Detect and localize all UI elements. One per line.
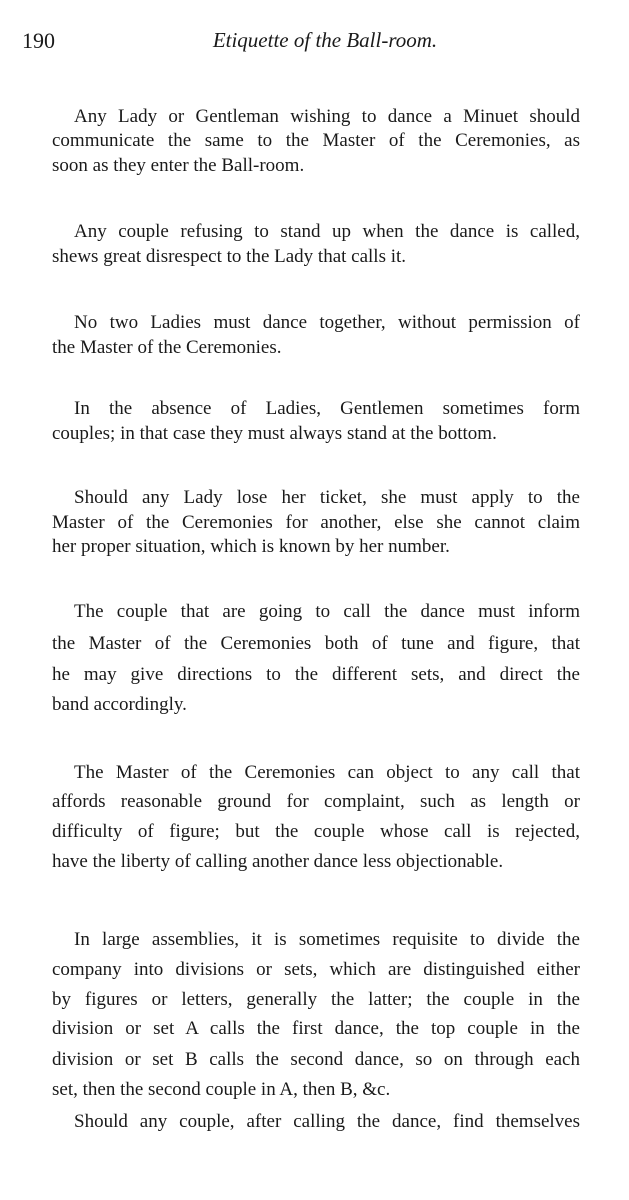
paragraph-line: difficulty of figure; but the couple whose call is rejected,: [52, 821, 580, 842]
paragraph-line: affords reasonable ground for complaint, such as length or: [52, 791, 580, 812]
paragraph-line: soon as they enter the Ball-room.: [52, 155, 305, 176]
paragraph-line: The couple that are going to call the dance must inform: [74, 601, 580, 622]
paragraph-line: In large assemblies, it is sometimes requisite to divide the: [74, 929, 580, 950]
paragraph-line: set, then the second couple in A, then B, &c.: [52, 1079, 391, 1100]
paragraph-line: Any couple refusing to stand up when the dance is called,: [74, 221, 580, 242]
paragraph-line: communicate the same to the Master of the Ceremonies, as: [52, 130, 580, 151]
paragraph-line: he may give directions to the different sets, and direct the: [52, 664, 580, 685]
paragraph-line: company into divisions or sets, which are distinguished either: [52, 959, 580, 980]
paragraph-line: have the liberty of calling another dance less objectionable.: [52, 851, 504, 872]
paragraph-line: Should any Lady lose her ticket, she must apply to the: [74, 487, 580, 508]
paragraph-line: Any Lady or Gentleman wishing to dance a Minuet should: [74, 106, 580, 127]
paragraph-line: Should any couple, after calling the dance, find themselves: [74, 1111, 580, 1132]
paragraph-line: No two Ladies must dance together, without permission of: [74, 312, 580, 333]
paragraph-line: couples; in that case they must always stand at the bottom.: [52, 423, 497, 444]
paragraph-line: The Master of the Ceremonies can object to any call that: [74, 762, 580, 783]
paragraph-line: division or set B calls the second dance, so on through each: [52, 1049, 580, 1070]
page-number: 190: [22, 28, 55, 53]
paragraph-line: division or set A calls the first dance, the top couple in the: [52, 1018, 580, 1039]
paragraph-line: In the absence of Ladies, Gentlemen sometimes form: [74, 398, 580, 419]
paragraph-line: her proper situation, which is known by her number.: [52, 536, 450, 557]
paragraph-line: by figures or letters, generally the latter; the couple in the: [52, 989, 580, 1010]
paragraph-line: the Master of the Ceremonies.: [52, 337, 282, 358]
paragraph-line: band accordingly.: [52, 694, 187, 715]
running-title: Etiquette of the Ball-room.: [212, 28, 438, 52]
paragraph-line: shews great disrespect to the Lady that calls it.: [52, 246, 407, 267]
paragraph-line: the Master of the Ceremonies both of tune and figure, that: [52, 633, 580, 654]
paragraph-line: Master of the Ceremonies for another, else she cannot claim: [52, 512, 580, 533]
